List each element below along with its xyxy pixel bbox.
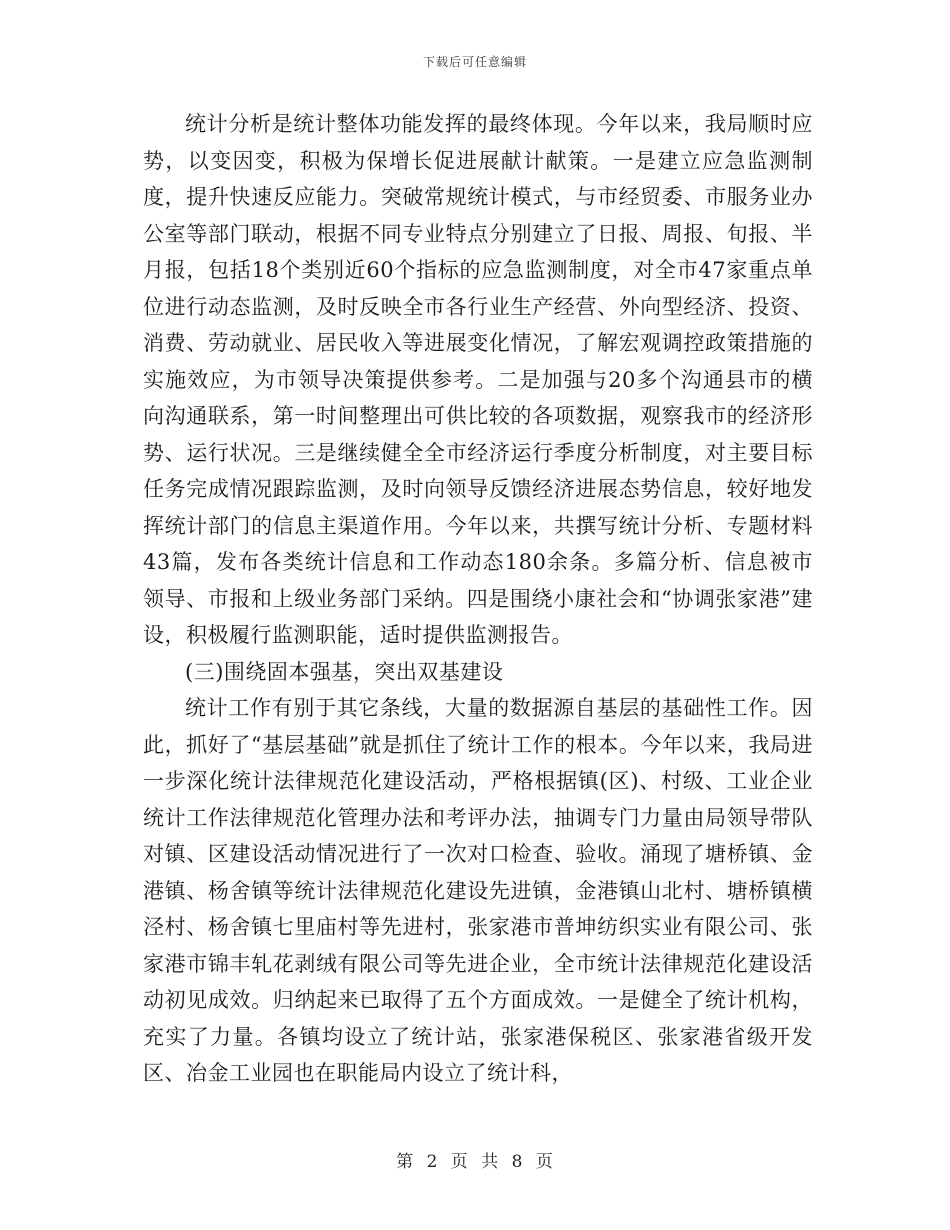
page-header: 下载后可任意编辑 <box>422 55 527 69</box>
body-paragraph: 统计分析是统计整体功能发挥的最终体现。今年以来，我局顺时应势，以变因变，积极为保增长促进展献计献策。一是建立应急监测制度，提升快速反应能力。突破常规统计模式，与市经贸委、市服务业办公室等部门联动，根据不同专业特点分别建立了日报、周报、旬报、半月报，包括18个类别近60个指标的应急监测制度，对全市47家重点单位进行动态监测，及时反映全市各行业生产经营、外向型经济、投资、消费、劳动就业、居民收入等进展变化情况，了解宏观调控政策措施的实施效应，为市领导决策提供参考。二是加强与20多个沟通县市的横向沟通联系，第一时间整理出可供比较的各项数据，观察我市的经济形势、运行状况。三是继续健全全市经济运行季度分析制度，对主要目标任务完成情况跟踪监测，及时向领导反馈经济进展态势信息，较好地发挥统计部门的信息主渠道作用。今年以来，共撰写统计分析、专题材料43篇，发布各类统计信息和工作动态180余条。多篇分析、信息被市领导、市报和上级业务部门采纳。四是围绕小康社会和“协调张家港”建设，积极履行监测职能，适时提供监测报告。 <box>143 112 813 647</box>
body-paragraph: 统计工作有别于其它条线，大量的数据源自基层的基础性工作。因此，抓好了“基层基础”就是抓住了统计工作的根本。今年以来，我局进一步深化统计法律规范化建设活动，严格根据镇(区)、村级、工业企业统计工作法律规范化管理办法和考评办法，抽调专门力量由局领导带队对镇、区建设活动情况进行了一次对口检查、验收。涌现了塘桥镇、金港镇、杨舍镇等统计法律规范化建设先进镇，金港镇山北村、塘桥镇横泾村、杨舍镇七里庙村等先进村，张家港市普坤纺织实业有限公司、张家港市锦丰轧花剥绒有限公司等先进企业，全市统计法律规范化建设活动初见成效。归纳起来已取得了五个方面成效。一是健全了统计机构，充实了力量。各镇均设立了统计站，张家港保税区、张家港省级开发区、冶金工业园也在职能局内设立了统计科， <box>143 696 813 1085</box>
document-body <box>143 106 813 1092</box>
section-heading: (三)围绕固本强基，突出双基建设 <box>185 659 504 684</box>
page-number: 第 2 页 共 8 页 <box>396 1152 554 1172</box>
